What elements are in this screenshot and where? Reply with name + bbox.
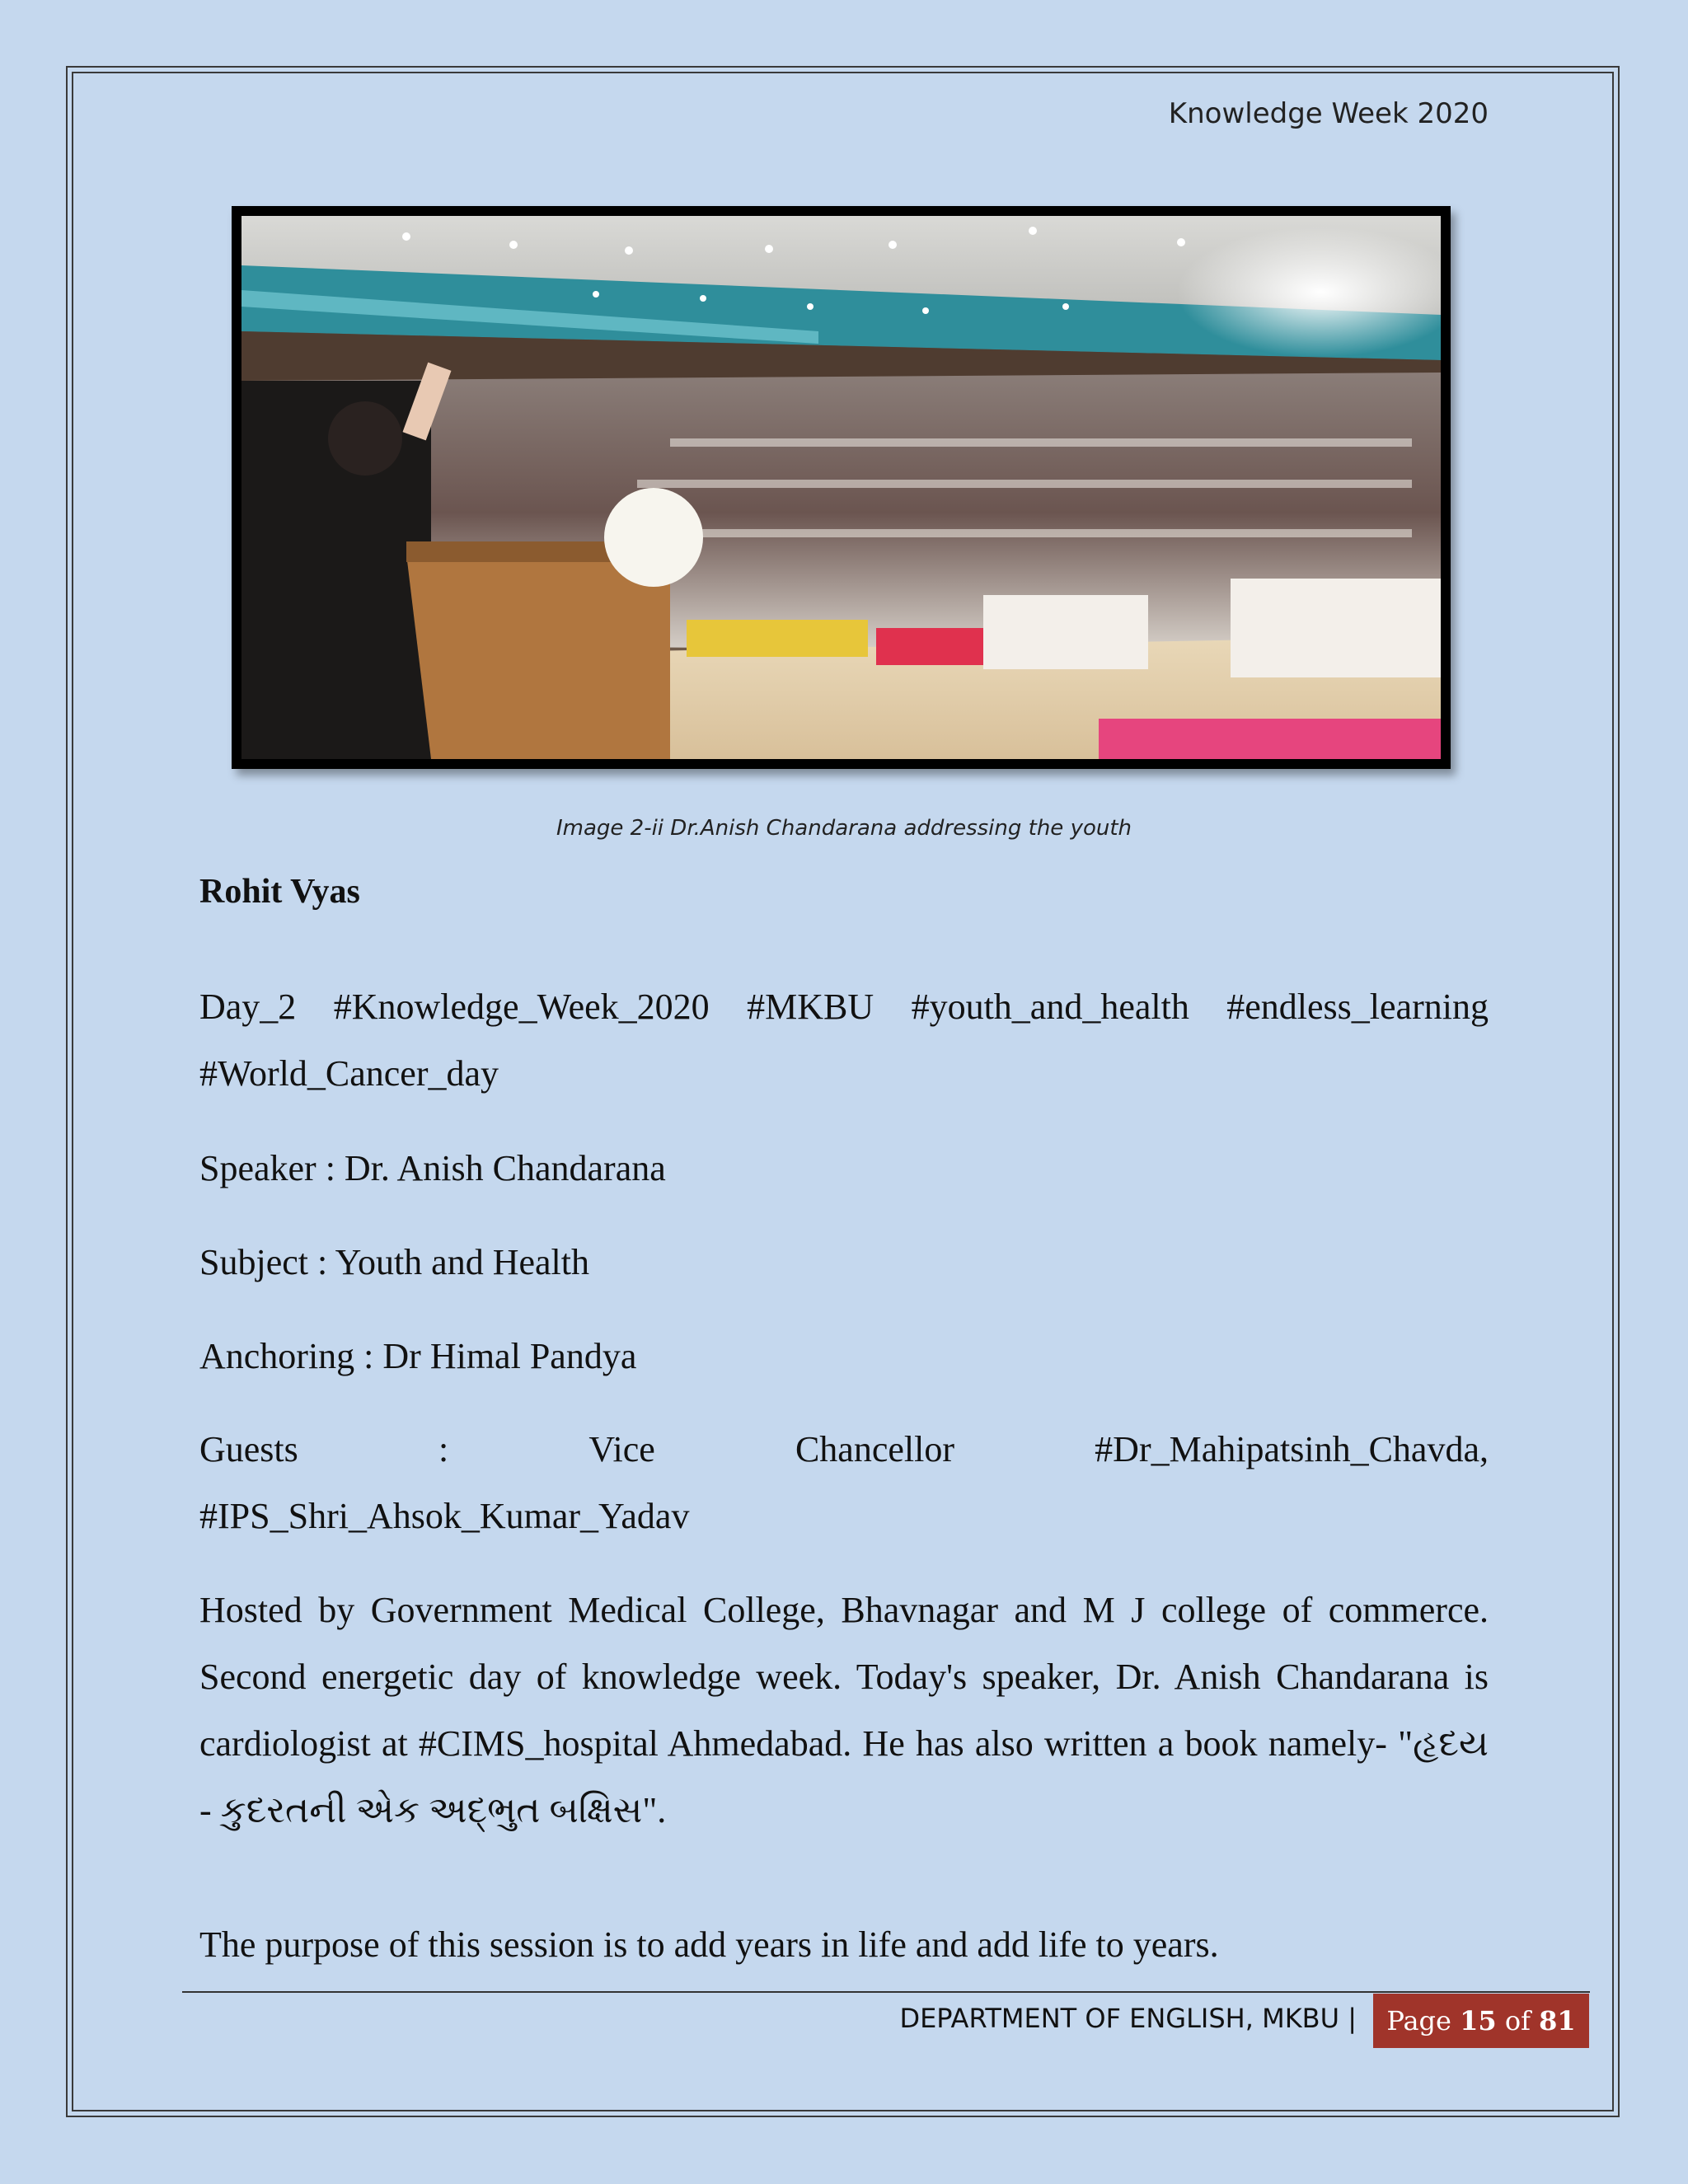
footer-divider bbox=[182, 1991, 1590, 1993]
guests-chancellor: Chancellor bbox=[795, 1429, 954, 1469]
figure-caption: Image 2-ii Dr.Anish Chandarana addressing the youth bbox=[556, 816, 1132, 841]
page-of: of bbox=[1504, 2005, 1531, 2036]
hosted-paragraph: Hosted by Government Medical College, Bhavnagar and M J college of commerce. Second energetic day of knowledge week. Today's speaker, Dr. Anish Chandarana is cardiologist at #CIMS_hospital Ahmedabad. He has also written a book namely- "હૃદય - કુદરતની એક અદ્ભુત બક્ષિસ". bbox=[199, 1590, 1489, 1830]
speaker-line: Speaker : Dr. Anish Chandarana bbox=[199, 1148, 666, 1188]
page-number-badge bbox=[1373, 1994, 1589, 2048]
guests-colon: : bbox=[438, 1429, 449, 1469]
footer-department: DEPARTMENT OF ENGLISH, MKBU | bbox=[899, 2003, 1357, 2034]
subject-line: Subject : Youth and Health bbox=[199, 1242, 589, 1282]
page-word: Page bbox=[1386, 2005, 1451, 2036]
hashtags-line-1 bbox=[199, 973, 1489, 1040]
hashtag-mkbu: #MKBU bbox=[747, 987, 874, 1027]
purpose-line: The purpose of this session is to add years in life and add life to years. bbox=[199, 1924, 1219, 1965]
post-author: Rohit Vyas bbox=[199, 873, 360, 911]
header-title: Knowledge Week 2020 bbox=[1168, 97, 1489, 130]
hashtags-line-2: #World_Cancer_day bbox=[199, 1053, 499, 1094]
hashtag-knowledge-week: #Knowledge_Week_2020 bbox=[333, 987, 710, 1027]
hashtag-youth-health: #youth_and_health bbox=[911, 987, 1189, 1027]
auditorium-photo-illustration bbox=[241, 216, 1441, 759]
hashtag-day: Day_2 bbox=[199, 987, 297, 1027]
page-current: 15 bbox=[1460, 2005, 1497, 2036]
guests-block bbox=[199, 1416, 1489, 1549]
event-photo bbox=[232, 206, 1451, 769]
guests-name-1: #Dr_Mahipatsinh_Chavda, bbox=[1095, 1429, 1489, 1469]
anchoring-line: Anchoring : Dr Himal Pandya bbox=[199, 1336, 637, 1376]
guests-label: Guests bbox=[199, 1429, 298, 1469]
page-total: 81 bbox=[1539, 2005, 1576, 2036]
guests-line-2: #IPS_Shri_Ahsok_Kumar_Yadav bbox=[199, 1496, 690, 1536]
hashtags-block bbox=[199, 973, 1489, 1107]
hashtag-endless-learning: #endless_learning bbox=[1226, 987, 1489, 1027]
guests-line-1 bbox=[199, 1416, 1489, 1483]
guests-vice: Vice bbox=[588, 1429, 655, 1469]
